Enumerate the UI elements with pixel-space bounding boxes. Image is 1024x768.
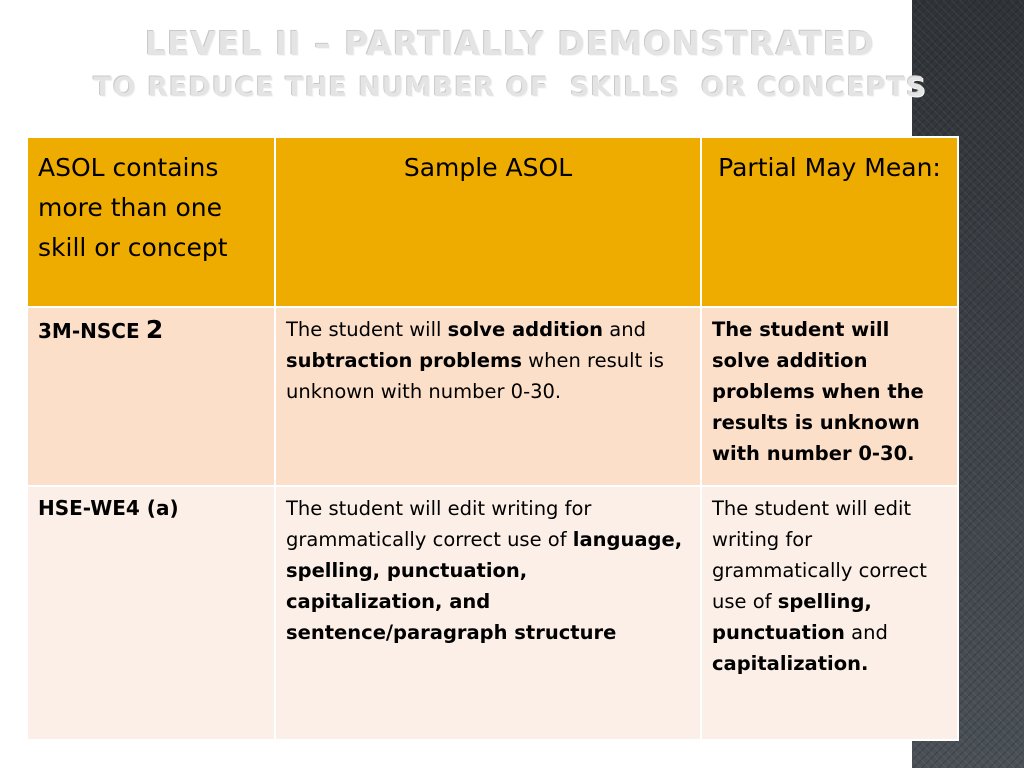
- table-cell: [275, 486, 701, 740]
- table-row: [27, 307, 958, 486]
- sample-asol-text: [276, 487, 700, 654]
- asol-table: [26, 136, 959, 741]
- table-cell: [701, 307, 958, 486]
- table-cell: [27, 486, 275, 740]
- text-run: and: [844, 621, 888, 644]
- header-cell: [27, 137, 275, 307]
- table-cell: [27, 307, 275, 486]
- header-cell: [701, 137, 958, 307]
- slide-subtitle: TO REDUCE THE NUMBER OF SKILLS OR CONCEPTS: [93, 72, 927, 103]
- partial-meaning-text: [702, 487, 957, 685]
- text-run: writing for grammatically correct use of: [712, 528, 927, 613]
- table-header-row: [27, 137, 958, 307]
- header-cell: [275, 137, 701, 307]
- slide-title: LEVEL II – PARTIALLY DEMONSTRATED: [144, 24, 875, 63]
- partial-meaning-text: [702, 308, 957, 475]
- text-run: The student will edit: [712, 497, 912, 520]
- bold-run: The student will solve addition problems when the results is unknown with number 0-30.: [712, 318, 924, 465]
- asol-code: HSE-WE4 (a): [38, 496, 179, 520]
- text-run: and: [603, 318, 646, 341]
- asol-code-cell: [28, 487, 274, 530]
- table-cell: [701, 486, 958, 740]
- header-asol-contains: ASOL contains more than one skill or concept: [38, 153, 228, 262]
- table-row: [27, 486, 958, 740]
- asol-code-cell: [28, 308, 274, 353]
- bold-run: solve addition: [447, 318, 604, 341]
- asol-code: 3M-NSCE: [38, 319, 140, 343]
- header-sample-asol: Sample ASOL: [403, 153, 573, 182]
- text-run: The student will edit writing for grammatically correct use of: [286, 497, 592, 551]
- text-run: The student will: [286, 318, 448, 341]
- table-cell: [275, 307, 701, 486]
- bold-run: language, spelling, punctuation, capitalization, and sentence/paragraph structure: [286, 528, 683, 644]
- sample-asol-text: [276, 308, 700, 413]
- text-run: when result is unknown with number 0-30.: [286, 349, 664, 403]
- bold-run: spelling, punctuation: [712, 590, 872, 644]
- asol-code-number: 2: [145, 315, 164, 344]
- header-partial-may-mean: Partial May Mean:: [718, 153, 941, 182]
- bold-run: subtraction problems: [286, 349, 522, 372]
- bold-run: capitalization.: [712, 652, 869, 675]
